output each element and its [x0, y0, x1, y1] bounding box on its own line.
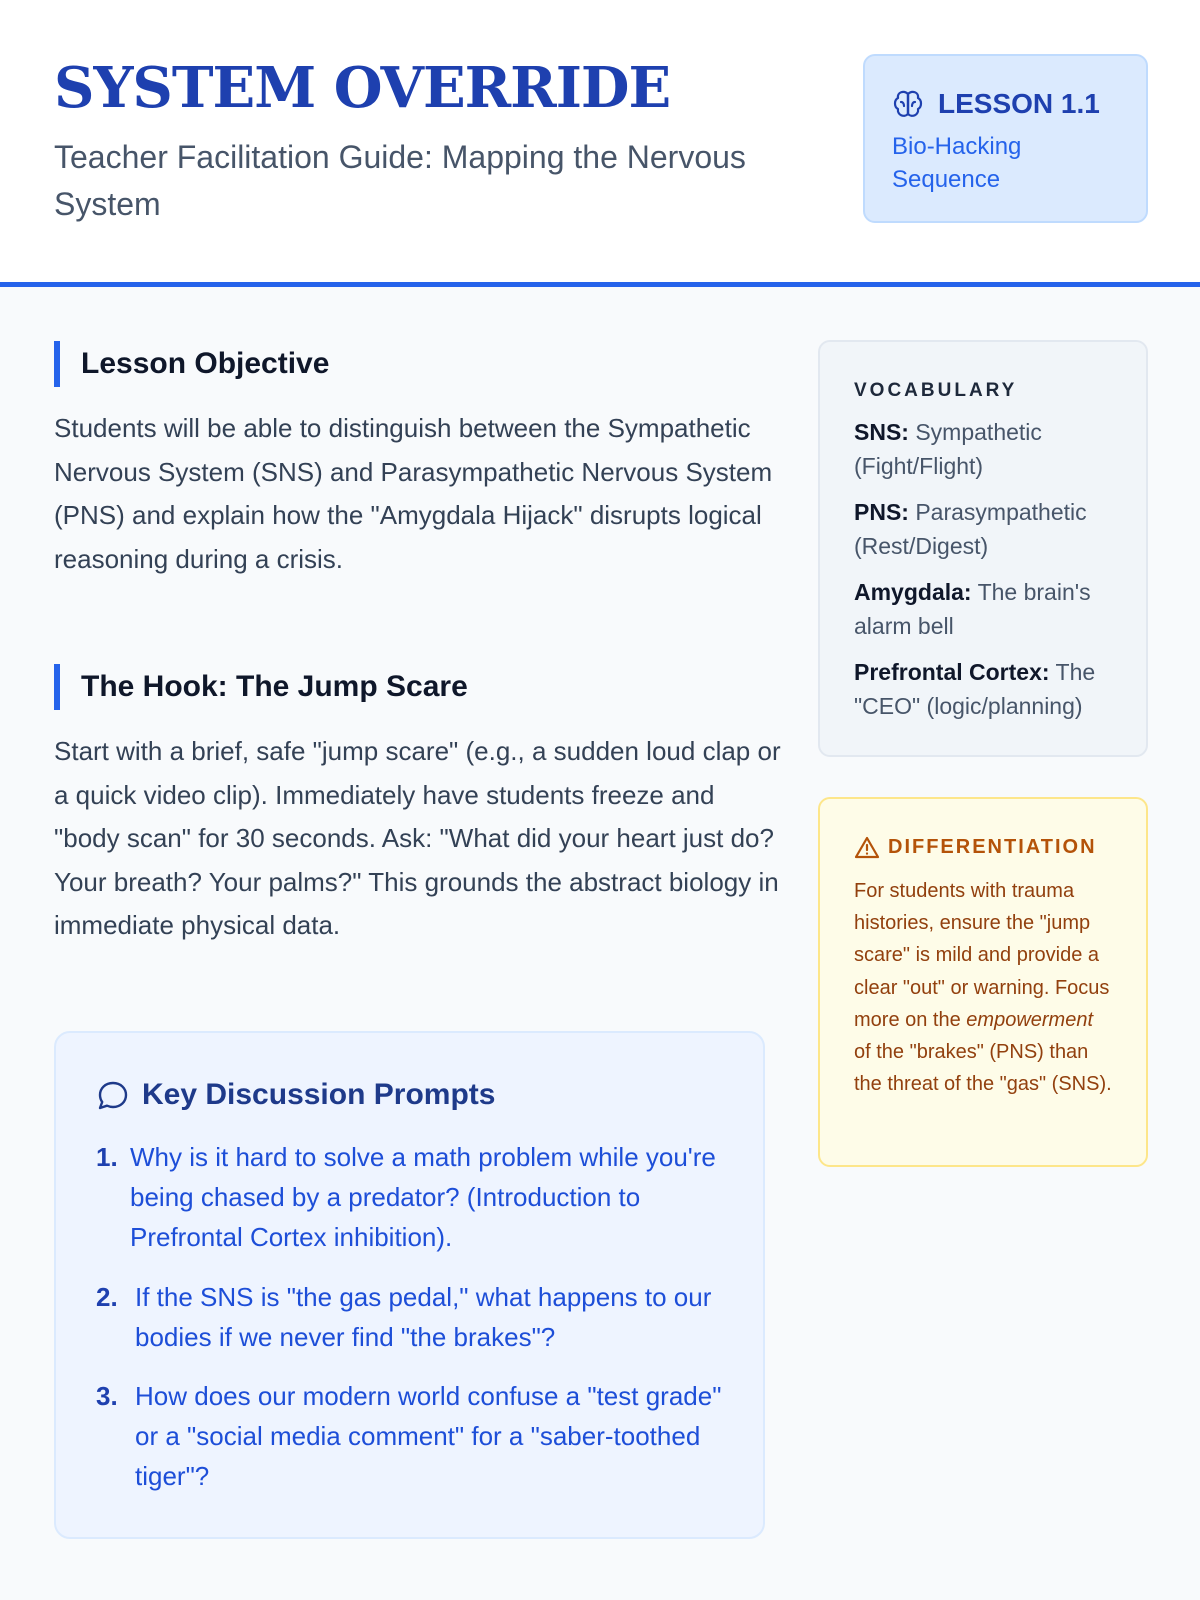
prompts-heading: Key Discussion Prompts — [142, 1078, 496, 1111]
vocab-term: PNS: — [854, 499, 909, 525]
lesson-number: LESSON 1.1 — [938, 88, 1100, 119]
lesson-sequence: Bio-Hacking Sequence — [892, 133, 1022, 193]
chat-bubble-icon — [96, 1079, 130, 1113]
differentiation-text — [854, 875, 1114, 1100]
vocab-term: Amygdala: — [854, 579, 972, 605]
page-subtitle: Teacher Facilitation Guide: Mapping the Nervous System — [54, 139, 746, 222]
objective-heading: Lesson Objective — [54, 341, 329, 387]
differentiation-heading: DIFFERENTIATION — [888, 836, 1097, 858]
warning-icon — [854, 835, 880, 861]
vocab-term: Prefrontal Cortex: — [854, 659, 1050, 685]
prompt-number: 3. — [96, 1381, 118, 1411]
vocab-term: SNS: — [854, 419, 909, 445]
page-title: SYSTEM OVERRIDE — [54, 55, 671, 121]
prompt-number: 2. — [96, 1282, 118, 1312]
vocab-item — [854, 656, 1124, 723]
vocabulary-card — [818, 340, 1148, 757]
vocab-definition: Sympathetic (Fight/Flight) — [854, 419, 1042, 479]
prompt-text: Why is it hard to solve a math problem while you're being chased by a predator? (Introduction to Prefrontal Cortex inhibition). — [130, 1142, 716, 1252]
lesson-badge — [863, 54, 1148, 223]
prompt-text: How does our modern world confuse a "test grade" or a "social media comment" for a "saber-toothed tiger"? — [135, 1381, 722, 1491]
differentiation-text-start: For students with trauma histories, ensure the "jump scare" is mild and provide a clear "out" or warning. Focus more on the — [854, 880, 1110, 1031]
hook-text: Start with a brief, safe "jump scare" (e.g., a sudden loud clap or a quick video clip). Immediately have students freeze and "body scan" for 30 seconds. Ask: "What did your heart just do? Your breath? Your palms?" This grounds the abstract biology in immediate physical data. — [54, 736, 781, 940]
objective-text: Students will be able to distinguish between the Sympathetic Nervous System (SNS) and Parasympathetic Nervous System (PNS) and explain how the "Amygdala Hijack" disrupts logical reasoning during a crisis. — [54, 413, 773, 574]
vocabulary-heading: VOCABULARY — [854, 380, 1018, 401]
prompt-item — [96, 1137, 736, 1257]
vocab-definition: The brain's alarm bell — [854, 579, 1091, 639]
page-header — [0, 0, 1200, 287]
prompt-item — [96, 1376, 736, 1496]
differentiation-emphasis: empowerment — [966, 1008, 1094, 1031]
prompt-number: 1. — [96, 1142, 118, 1172]
vocab-item — [854, 496, 1124, 563]
brain-icon — [892, 88, 924, 120]
vocab-definition: The "CEO" (logic/planning) — [854, 659, 1096, 719]
differentiation-text-end: of the "brakes" (PNS) than the threat of the "gas" (SNS). — [854, 1041, 1112, 1096]
prompt-text: If the SNS is "the gas pedal," what happens to our bodies if we never find "the brakes"? — [135, 1282, 712, 1352]
vocab-item — [854, 416, 1124, 483]
prompt-item — [96, 1277, 736, 1357]
vocab-item — [854, 576, 1124, 643]
hook-heading: The Hook: The Jump Scare — [54, 664, 468, 710]
discussion-prompts-card — [54, 1031, 765, 1539]
differentiation-card — [818, 797, 1148, 1167]
vocab-definition: Parasympathetic (Rest/Digest) — [854, 499, 1087, 559]
